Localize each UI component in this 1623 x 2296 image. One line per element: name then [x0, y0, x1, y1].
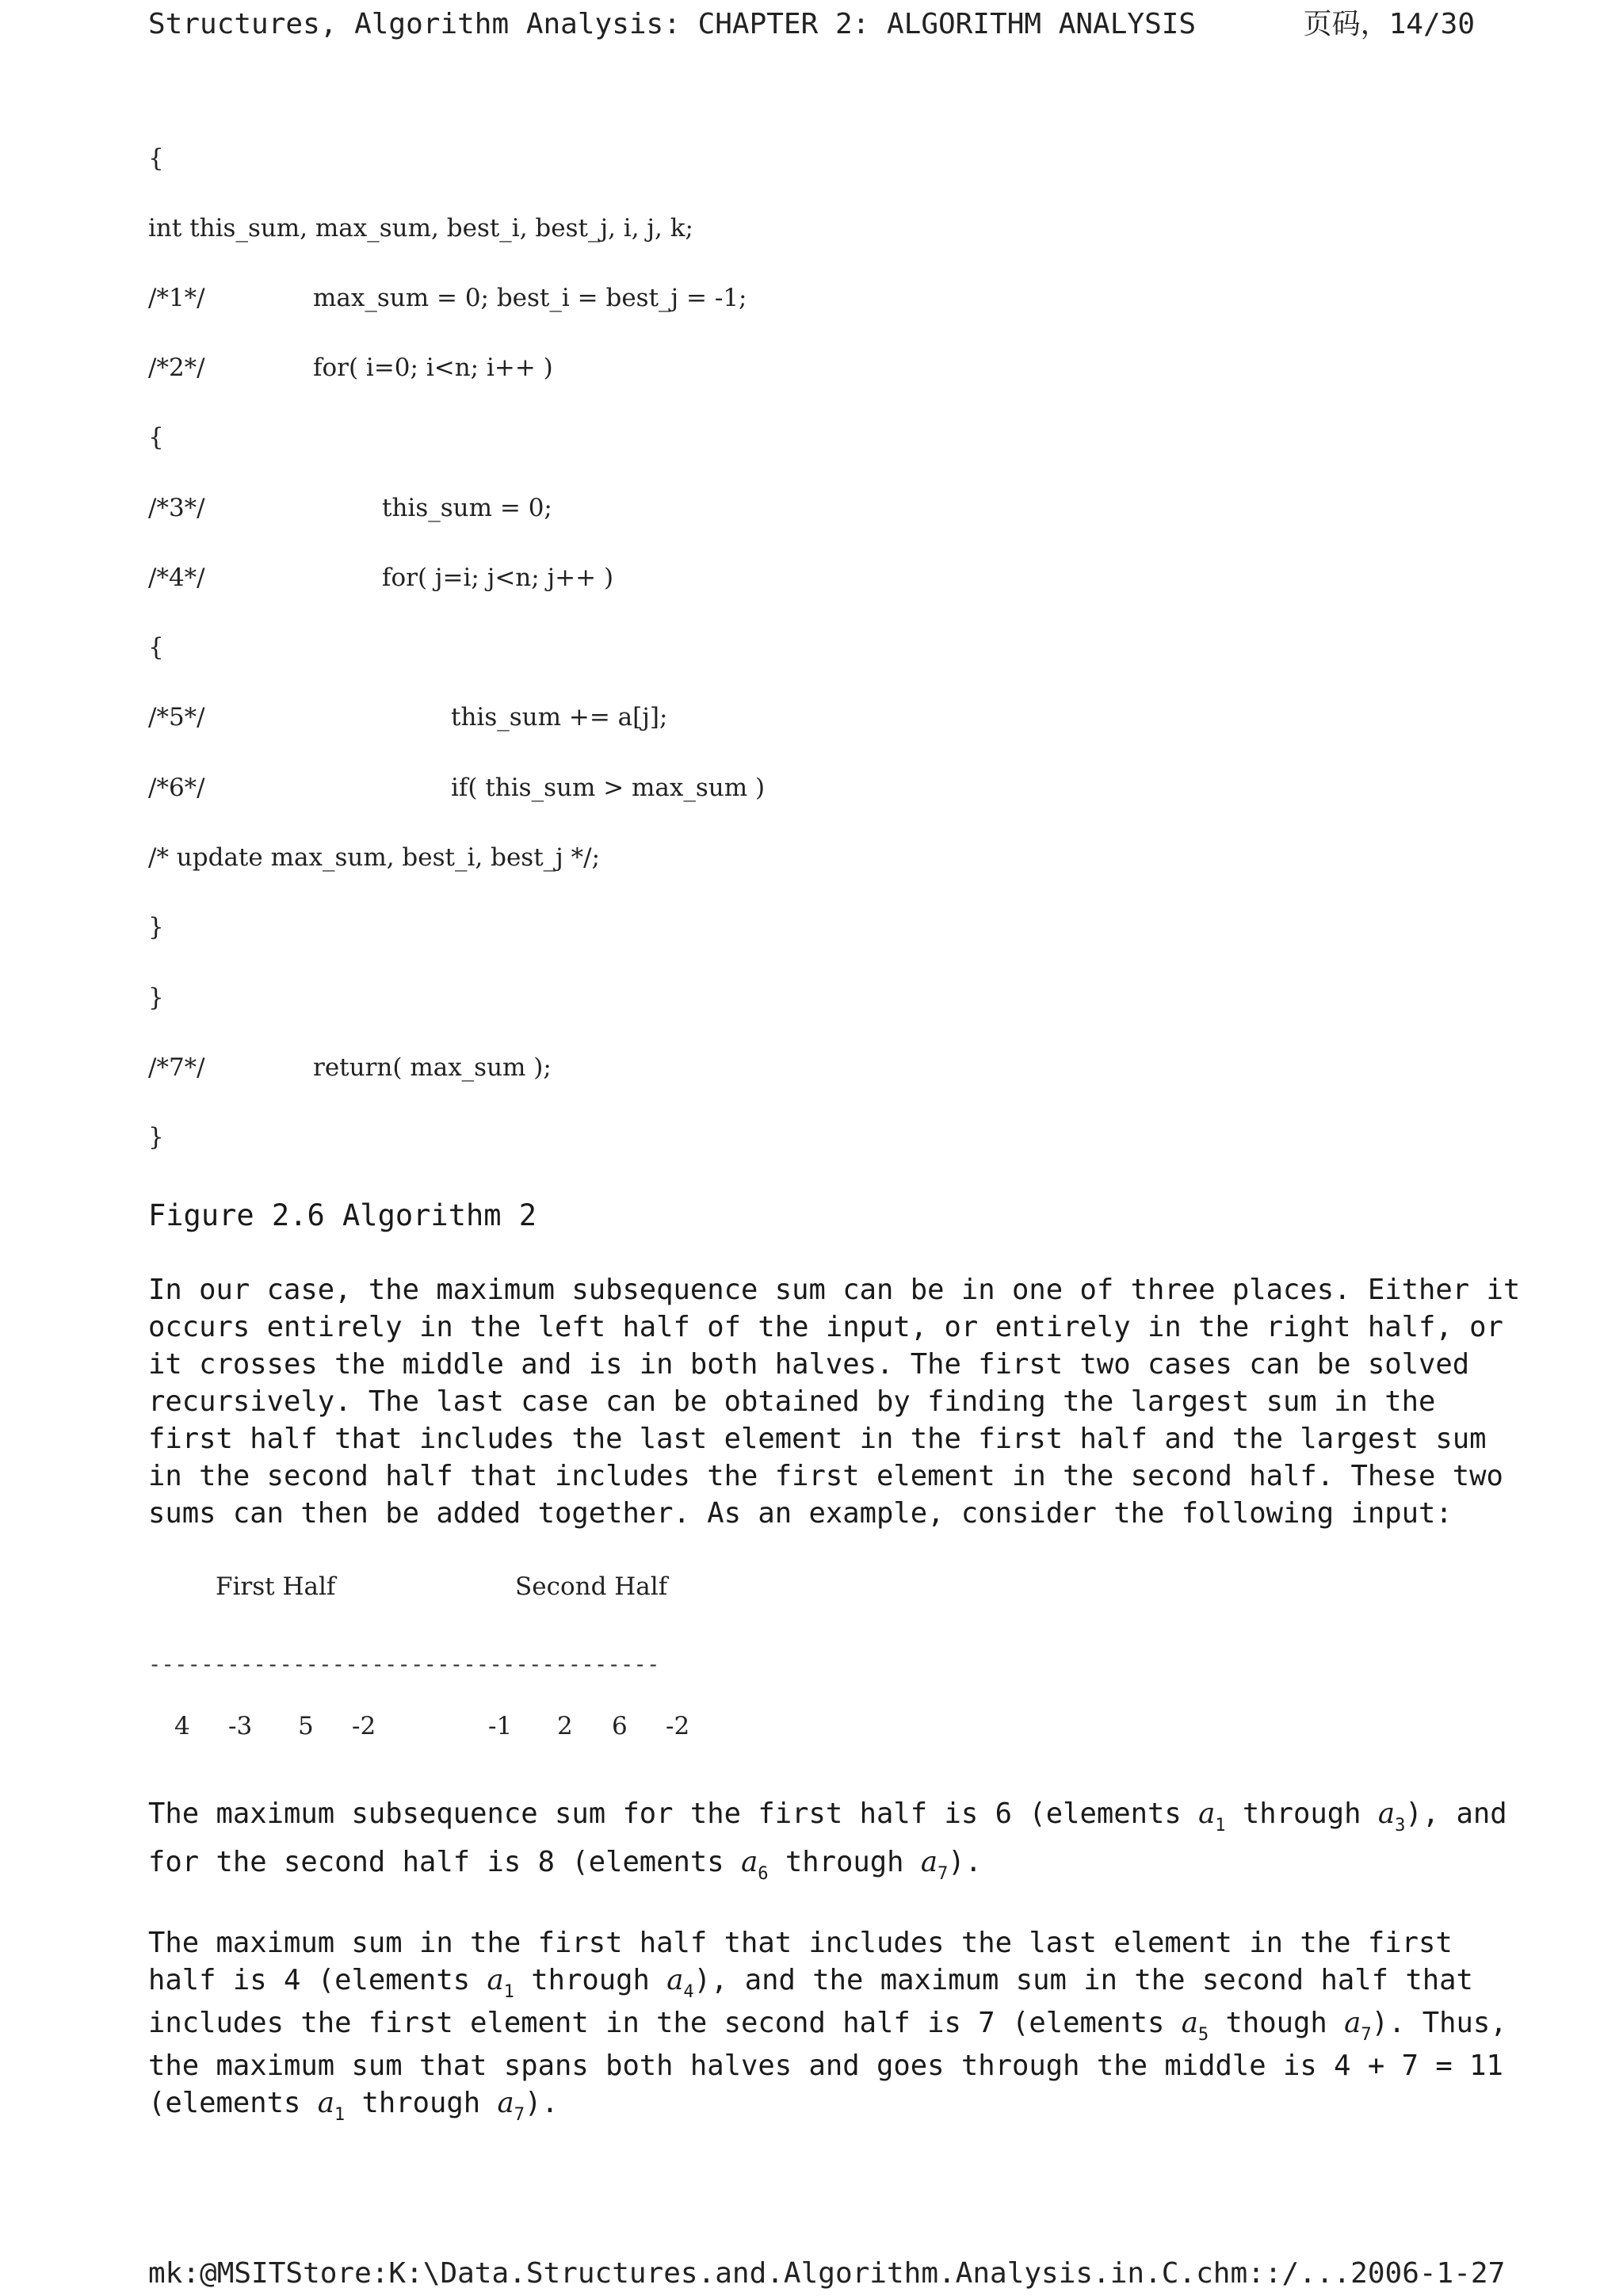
paragraph-1-line: it crosses the middle and is in both halves. The first two cases can be solved	[148, 1348, 1470, 1381]
code-line-5-text: this_sum += a[j];	[451, 703, 668, 732]
code-line-4	[148, 563, 613, 592]
paragraph-2-line: for the second half is 8 (elements $a_6$ through $a_7$).	[148, 1846, 983, 1884]
paragraph-1-line: first half that includes the last element in the first half and the largest sum	[148, 1423, 1487, 1455]
header-title: Structures, Algorithm Analysis: CHAPTER 2: ALGORITHM ANALYSIS	[148, 8, 1197, 40]
code-line-6	[148, 774, 765, 802]
paragraph-3-line: the maximum sum that spans both halves and goes through the middle is 4 + 7 = 11	[148, 2050, 1503, 2082]
code-line-1-label: /*1*/	[148, 284, 205, 312]
page-footer	[148, 2257, 1506, 2290]
code-line-3	[148, 494, 552, 522]
table-divider: ---------------------------------------	[148, 1652, 660, 1677]
code-line-6-label: /*6*/	[148, 774, 205, 802]
code-line-7-text: return( max_sum );	[313, 1053, 552, 1082]
code-line-7-label: /*7*/	[148, 1053, 205, 1082]
code-brace-2: {	[148, 423, 164, 452]
paragraph-1-line: In our case, the maximum subsequence sum can be in one of three places. Either it	[148, 1274, 1521, 1306]
input-value: -2	[666, 1712, 690, 1740]
code-open-brace: {	[148, 144, 164, 173]
input-value: -1	[488, 1712, 513, 1740]
code-close-brace-2: }	[148, 984, 164, 1012]
code-line-4-text: for( j=i; j<n; j++ )	[382, 563, 614, 592]
paragraph-3-line: (elements $a_1$ through $a_7$).	[148, 2087, 559, 2125]
paragraph-1	[148, 1271, 1521, 1532]
code-line-2-text: for( i=0; i<n; i++ )	[313, 353, 553, 382]
input-value: 4	[174, 1712, 190, 1740]
code-declaration: int this_sum, max_sum, best_i, best_j, i, j, k;	[148, 214, 693, 243]
input-value: -2	[352, 1712, 376, 1740]
code-line-1	[148, 284, 747, 312]
footer-path: mk:@MSITStore:K:\Data.Structures.and.Algorithm.Analysis.in.C.chm::/...	[148, 2257, 1351, 2290]
code-line-4-label: /*4*/	[148, 563, 205, 592]
header-page-number: 页码，14/30	[1303, 8, 1475, 40]
paragraph-3-line: The maximum sum in the first half that includes the last element in the first	[148, 1927, 1453, 1959]
paragraph-1-line: occurs entirely in the left half of the input, or entirely in the right half, or	[148, 1311, 1503, 1343]
code-line-2-label: /*2*/	[148, 353, 205, 382]
first-half-heading: First Half	[216, 1572, 336, 1601]
page-header	[148, 2, 1475, 42]
input-value: 5	[298, 1712, 314, 1740]
input-value: -3	[228, 1712, 253, 1740]
paragraph-1-line: sums can then be added together. As an example, consider the following input:	[148, 1497, 1453, 1530]
code-close-brace-3: }	[148, 1123, 164, 1152]
code-line-6-text: if( this_sum > max_sum )	[451, 774, 766, 802]
code-line-5	[148, 703, 667, 732]
footer-date: 2006-1-27	[1350, 2257, 1506, 2290]
code-line-3-label: /*3*/	[148, 494, 205, 522]
code-brace-4: {	[148, 633, 164, 662]
code-update-comment: /* update max_sum, best_i, best_j */;	[148, 843, 601, 872]
code-line-7	[148, 1053, 552, 1082]
figure-caption: Figure 2.6 Algorithm 2	[148, 1198, 537, 1232]
paragraph-1-line: recursively. The last case can be obtained by finding the largest sum in the	[148, 1385, 1436, 1418]
paragraph-3	[148, 1924, 1507, 2125]
code-close-brace-1: }	[148, 913, 164, 942]
second-half-heading: Second Half	[515, 1572, 668, 1601]
code-line-2	[148, 353, 553, 382]
paragraph-2-line: The maximum subsequence sum for the first half is 6 (elements $a_1$ through $a_3$), and	[148, 1797, 1507, 1836]
code-line-5-label: /*5*/	[148, 703, 205, 732]
input-value: 6	[612, 1712, 628, 1740]
paragraph-3-line: half is 4 (elements $a_1$ through $a_4$), and the maximum sum in the second half that	[148, 1964, 1473, 2002]
paragraph-1-line: in the second half that includes the first element in the second half. These two	[148, 1460, 1503, 1492]
code-line-3-text: this_sum = 0;	[382, 494, 552, 522]
paragraph-3-line: includes the first element in the second half is 7 (elements $a_5$ though $a_7$). Thus,	[148, 2007, 1507, 2045]
input-value: 2	[557, 1712, 573, 1740]
paragraph-2	[148, 1790, 1507, 1886]
code-line-1-text: max_sum = 0; best_i = best_j = -1;	[313, 284, 747, 312]
